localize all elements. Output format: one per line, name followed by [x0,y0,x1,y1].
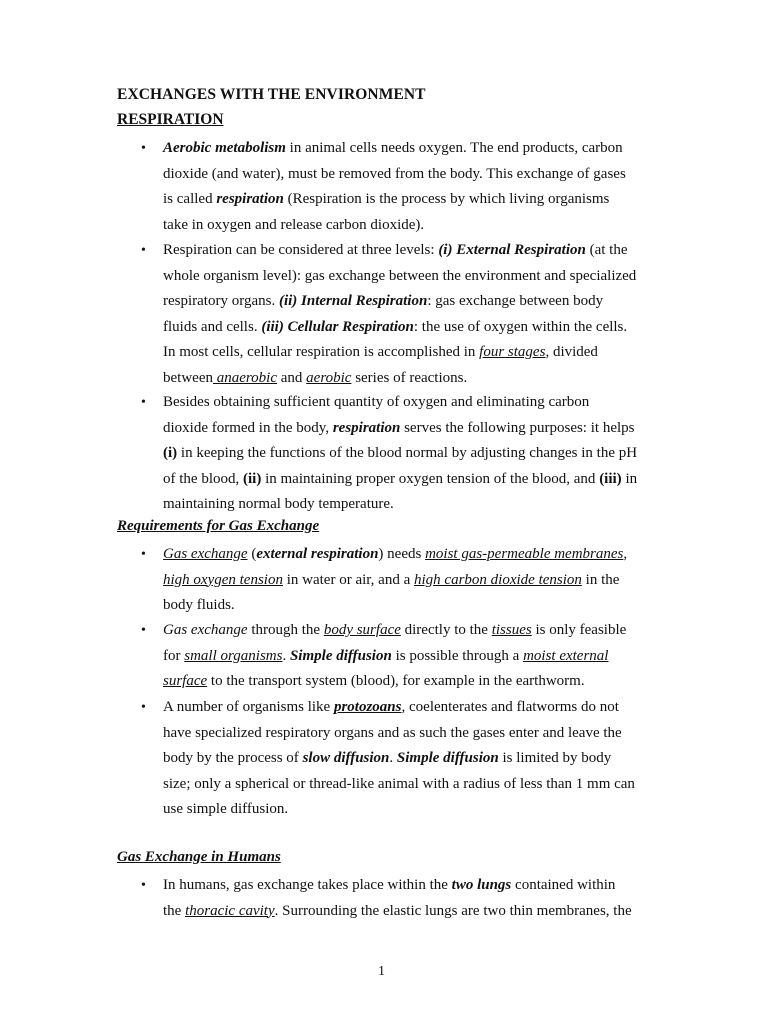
text-run: serves the following purposes: it helps [400,419,635,436]
text-line [163,593,663,619]
text-line [163,366,663,392]
text-run: ). [415,216,425,233]
text-line [163,238,663,264]
text-run: is limited by body [498,750,612,766]
text-run: dioxide (and water), must be removed from the body. This exchange of gases [163,165,626,182]
text-run: In humans, gas exchange takes place within the [163,877,452,893]
bullet-paragraph [163,542,663,619]
bullet-marker: • [141,243,146,258]
text-line [163,315,663,341]
text-run: four stages [479,344,546,360]
text-run: tissues [491,622,532,638]
bullet-marker: • [141,700,146,715]
bullet-paragraph [163,238,663,391]
text-run: high carbon dioxide tension [414,571,582,588]
text-line [163,492,663,518]
text-run: . [389,750,397,766]
text-run: (at the [585,242,628,258]
text-run: directly to the [400,622,492,638]
text-run: slow diffusion [302,750,390,766]
text-line [163,390,663,416]
bullet-marker: • [141,395,146,410]
text-run: Respiration is the process by which living organisms [292,191,610,207]
document-title: EXCHANGES WITH THE ENVIRONMENT [117,86,426,103]
text-run: respiration [216,191,284,207]
text-line [163,542,663,568]
text-run: between [163,369,213,386]
text-line [163,136,663,162]
text-line [163,772,663,798]
text-run: (ii) [243,470,262,487]
section-heading-respiration: RESPIRATION [117,111,224,128]
text-run: Simple diffusion [396,750,499,766]
text-line [163,899,663,925]
bullet-marker: • [141,141,146,156]
text-run: in the [581,571,620,588]
text-run: (ii) Internal Respiration [278,293,428,309]
text-run: body fluids. [163,597,235,613]
text-line [163,873,663,899]
text-line [163,213,663,239]
text-run: use simple diffusion. [163,801,289,817]
text-run: external respiration [256,546,379,562]
text-line [163,618,663,644]
text-run: : the use of oxygen within the cells. [413,318,628,335]
text-run: , divided [545,344,598,360]
text-run: in [621,470,638,487]
text-line [163,721,663,747]
text-run: (iii) Cellular Respiration [261,318,414,335]
text-line [163,187,663,213]
text-run: (i) External Respiration [438,242,586,258]
text-run: . [282,647,290,664]
text-run: is only feasible [531,622,627,638]
text-line [163,467,663,493]
text-run: through the [247,622,324,638]
page-number: 1 [378,964,385,979]
text-run: take in oxygen and release carbon dioxide [163,216,416,233]
text-run: A number of organisms like [163,699,334,715]
bullet-paragraph [163,695,663,823]
text-run: for [163,647,185,664]
text-run: thoracic cavity [185,902,275,919]
text-run: in maintaining proper oxygen tension of the blood, and [261,470,600,487]
text-run: Besides obtaining sufficient quantity of oxygen and eliminating carbon [163,394,590,410]
text-run: (i) [163,445,178,461]
text-run: in keeping the functions of the blood normal by adjusting changes in the pH [177,445,638,461]
text-run: aerobic [306,369,352,386]
text-run: moist external [523,647,609,664]
text-run: respiratory organs. [163,293,279,309]
bullet-marker: • [141,547,146,562]
text-run: whole organism level): gas exchange between the environment and specialized [163,267,637,284]
bullet-marker: • [141,623,146,638]
text-run: in water or air, and a [282,571,414,588]
text-run: anaerobic [212,369,277,386]
text-run: . Surrounding the elastic lungs are two thin membranes, the [274,902,632,919]
text-run: respiration [332,419,401,436]
text-run: ( [247,546,257,562]
text-run: Respiration can be considered at three levels: [163,242,439,258]
text-line [163,289,663,315]
text-run: to the transport system (blood), for example in the earthworm. [207,673,585,689]
text-line [163,441,663,467]
text-line [163,416,663,442]
text-run: : gas exchange between body [427,293,604,309]
text-run: body surface [323,622,401,638]
text-run: ) needs [378,546,426,562]
text-run: dioxide formed in the body, [163,419,333,436]
bullet-marker: • [141,878,146,893]
text-run: Aerobic metabolism [163,140,286,156]
bullet-paragraph [163,873,663,924]
text-run: fluids and cells. [163,318,262,335]
text-run: moist gas-permeable membranes [425,546,624,562]
text-run: In most cells, cellular respiration is accomplished in [163,344,480,360]
text-run: Simple diffusion [289,647,392,664]
text-line [163,746,663,772]
text-run: is possible through a [391,647,524,664]
text-run: high oxygen tension [163,571,283,588]
text-run: maintaining normal body temperature. [163,496,394,512]
text-run: , [623,546,628,562]
subheading-requirements: Requirements for Gas Exchange [117,518,320,534]
text-run: small organisms [184,647,283,664]
text-run: (iii) [599,470,622,487]
text-run: contained within [511,877,616,893]
text-run: is called [163,191,217,207]
text-run: body by the process of [163,750,303,766]
text-run: have specialized respiratory organs and as such the gases enter and leave the [163,724,622,741]
text-run: of the blood, [163,470,243,487]
text-line [163,568,663,594]
text-line [163,797,663,823]
subheading-gas-exchange-humans: Gas Exchange in Humans [117,849,281,865]
text-run: in animal cells needs oxygen. The end products, carbon [285,140,623,156]
text-run: surface [163,673,208,689]
text-run: the [163,902,186,919]
text-run: protozoans [333,699,402,715]
text-line [163,669,663,695]
text-run: ( [283,191,293,207]
text-run: series of reactions. [351,369,468,386]
text-line [163,695,663,721]
text-run: and [277,369,307,386]
bullet-paragraph [163,618,663,695]
text-run: Gas exchange [163,546,248,562]
text-line [163,340,663,366]
text-line [163,644,663,670]
text-run: , coelenterates and flatworms do not [401,699,619,715]
text-run: Gas exchange [163,622,248,638]
text-line [163,264,663,290]
bullet-paragraph [163,136,663,238]
text-run: size; only a spherical or thread-like animal with a radius of less than 1 mm can [163,775,635,792]
text-run: two lungs [451,877,512,893]
bullet-paragraph [163,390,663,518]
text-line [163,162,663,188]
